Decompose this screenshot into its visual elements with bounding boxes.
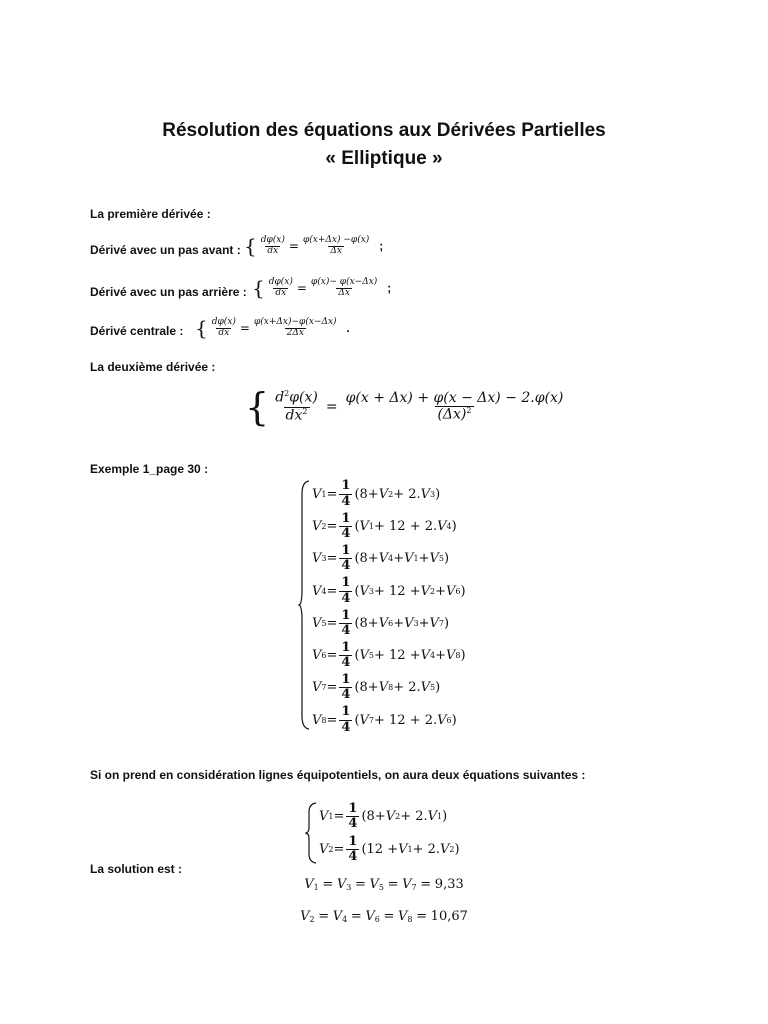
quarter-fraction: $\frac{1}{4}$ bbox=[341, 575, 351, 606]
central-label: Dérivé centrale : bbox=[90, 324, 184, 338]
solution-line-2: $V_2 = V_4 = V_6 = V_8 = 10,67$ bbox=[300, 909, 468, 924]
equation-line: V 1 = $\frac{1}{4}$ ( 8 + V 2 + 2. V 3 ) bbox=[312, 478, 441, 509]
lhs-fraction: $\frac{d\varphi(x)}{dx}$ bbox=[211, 316, 236, 338]
rhs-fraction: $\frac{\varphi(x+\Delta x) -\varphi(x)}{\Delta x}$ bbox=[302, 234, 370, 256]
first-derivative-heading: La première dérivée : bbox=[90, 207, 211, 221]
rhs-fraction: $\frac{\varphi(x)- \varphi(x-\Delta x)}{\Delta x}$ bbox=[310, 276, 378, 298]
equation-line: V 7 = $\frac{1}{4}$ ( 8 + V 8 + 2. V 5 ) bbox=[312, 672, 441, 703]
quarter-fraction: $\frac{1}{4}$ bbox=[341, 672, 351, 703]
brace-icon: { bbox=[195, 316, 208, 340]
solution-value-1: 9,33 bbox=[434, 877, 464, 892]
solution-value-2: 10,67 bbox=[430, 909, 468, 924]
equation-line: V 8 = $\frac{1}{4}$ ( V 7 + 12 + 2. V 6 ) bbox=[312, 704, 457, 735]
second-derivative-equation: { $\frac{d^2\varphi(x)}{dx^2}$ = $\frac{\varphi(x + \Delta x) + \varphi(x - \Delta x) - 2.\varphi(x)}{(\Delta x)^2}$ bbox=[245, 385, 564, 429]
example-heading: Exemple 1_page 30 : bbox=[90, 462, 209, 476]
equation-lines bbox=[319, 800, 460, 866]
equation-line: V 2 = $\frac{1}{4}$ ( V 1 + 12 + 2. V 4 ) bbox=[312, 510, 457, 541]
quarter-fraction: $\frac{1}{4}$ bbox=[341, 607, 351, 638]
central-equation: { $\frac{d\varphi(x)}{dx}$ = $\frac{\varphi(x+\Delta x)-\varphi(x-\Delta x)}{2\Delta x}$ . bbox=[195, 316, 350, 340]
brace-icon: { bbox=[252, 276, 265, 300]
equation-line: V 2 = $\frac{1}{4}$ ( 12 + V 1 + 2. V 2 ) bbox=[319, 833, 460, 864]
equation-line: V 6 = $\frac{1}{4}$ ( V 5 + 12 + V 4 + V 8 ) bbox=[312, 639, 466, 671]
brace-icon: { bbox=[245, 385, 270, 429]
lhs-fraction: $\frac{d^2\varphi(x)}{dx^2}$ bbox=[275, 389, 318, 424]
rhs-fraction: $\frac{\varphi(x + \Delta x) + \varphi(x - \Delta x) - 2.\varphi(x)}{(\Delta x)^2}$ bbox=[345, 389, 564, 423]
quarter-fraction: $\frac{1}{4}$ bbox=[341, 542, 351, 574]
quarter-fraction: $\frac{1}{4}$ bbox=[348, 833, 358, 864]
equipotential-text: Si on prend en considération lignes équipotentiels, on aura deux équations suivantes : bbox=[90, 768, 586, 782]
quarter-fraction: $\frac{1}{4}$ bbox=[341, 639, 351, 671]
equation-lines bbox=[312, 478, 466, 736]
equation-line: V 4 = $\frac{1}{4}$ ( V 3 + 12 + V 2 + V 6 ) bbox=[312, 575, 466, 606]
solution-line-1: $V_1 = V_3 = V_5 = V_7 = 9,33$ bbox=[304, 877, 464, 892]
rhs-fraction: $\frac{\varphi(x+\Delta x)-\varphi(x-\Delta x)}{2\Delta x}$ bbox=[253, 316, 337, 338]
forward-label: Dérivé avec un pas avant : bbox=[90, 243, 241, 257]
equation-line: V 3 = $\frac{1}{4}$ ( 8 + V 4 + V 1 + V 5 ) bbox=[312, 542, 450, 574]
brace-icon bbox=[305, 802, 317, 864]
forward-equation: { $\frac{d\varphi(x)}{dx}$ = $\frac{\varphi(x+\Delta x) -\varphi(x)}{\Delta x}$ ; bbox=[244, 234, 384, 258]
backward-equation: { $\frac{d\varphi(x)}{dx}$ = $\frac{\varphi(x)- \varphi(x-\Delta x)}{\Delta x}$ ; bbox=[252, 276, 392, 300]
large-brace-icon bbox=[298, 480, 310, 730]
quarter-fraction: $\frac{1}{4}$ bbox=[348, 800, 358, 831]
solution-heading: La solution est : bbox=[90, 862, 183, 876]
brace-icon: { bbox=[244, 234, 257, 258]
page-title: Résolution des équations aux Dérivées Partielles bbox=[162, 120, 606, 141]
second-derivative-heading: La deuxième dérivée : bbox=[90, 360, 216, 374]
equation-line: V 1 = $\frac{1}{4}$ ( 8 + V 2 + 2. V 1 ) bbox=[319, 800, 448, 831]
backward-label: Dérivé avec un pas arrière : bbox=[90, 285, 247, 299]
lhs-fraction: $\frac{d\varphi(x)}{dx}$ bbox=[268, 276, 293, 298]
page-subtitle: « Elliptique » bbox=[325, 148, 443, 169]
equation-line: V 5 = $\frac{1}{4}$ ( 8 + V 6 + V 3 + V 7 ) bbox=[312, 607, 450, 638]
quarter-fraction: $\frac{1}{4}$ bbox=[341, 478, 351, 509]
quarter-fraction: $\frac{1}{4}$ bbox=[341, 704, 351, 735]
lhs-fraction: $\frac{d\varphi(x)}{dx}$ bbox=[260, 234, 285, 256]
quarter-fraction: $\frac{1}{4}$ bbox=[341, 510, 351, 541]
